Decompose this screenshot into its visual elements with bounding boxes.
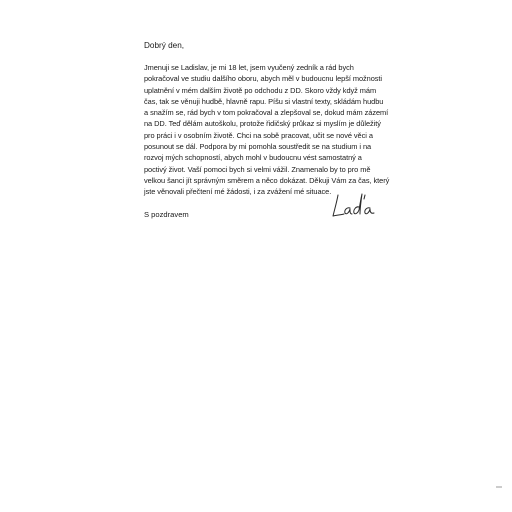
letter-paragraph — [144, 62, 394, 198]
letter-line: pro práci i v osobním životě. Chci na sobě pracovat, učit se nové věci a — [144, 130, 373, 140]
scan-artifact — [496, 486, 502, 488]
letter-line: Jmenuji se Ladislav, je mi 18 let, jsem vyučený zedník a rád bych — [144, 63, 354, 72]
letter-line: poctivý život. Vaší pomoci bych si velmi vážil. Znamenalo by to pro mě — [144, 164, 371, 174]
letter-line: na DD. Teď dělám autoškolu, protože řidičský průkaz si myslím je důležitý — [144, 119, 381, 129]
letter-greeting: Dobrý den, — [144, 41, 185, 50]
letter-line: posunout se dál. Podpora by mi pomohla soustředit se na studium i na — [144, 142, 372, 152]
letter-closing: S pozdravem — [144, 209, 189, 219]
letter-line: jste věnovali přečtení mé žádosti, i za zvážení mé situace. — [144, 187, 332, 197]
letter-line: rozvoj mých schopností, abych mohl v budoucnu vést samostatný a — [144, 153, 362, 163]
handwritten-signature — [330, 192, 380, 222]
letter-line: a snažím se, rád bych v tom pokračoval a zlepšoval se, dokud mám zázemí — [144, 108, 389, 118]
letter-line: velkou šanci jít správným směrem a něco dokázat. Děkuji Vám za čas, který — [144, 175, 390, 185]
letter-line: čas, tak se věnuji hudbě, hlavně rapu. Píšu si vlastní texty, skládám hudbu — [144, 96, 384, 106]
letter-line: pokračoval ve studiu dalšího oboru, abych měl v budoucnu lepší možnosti — [144, 74, 383, 84]
letter-line: uplatnění v mém dalším životě po odchodu z DD. Skoro vždy když mám — [144, 85, 377, 95]
